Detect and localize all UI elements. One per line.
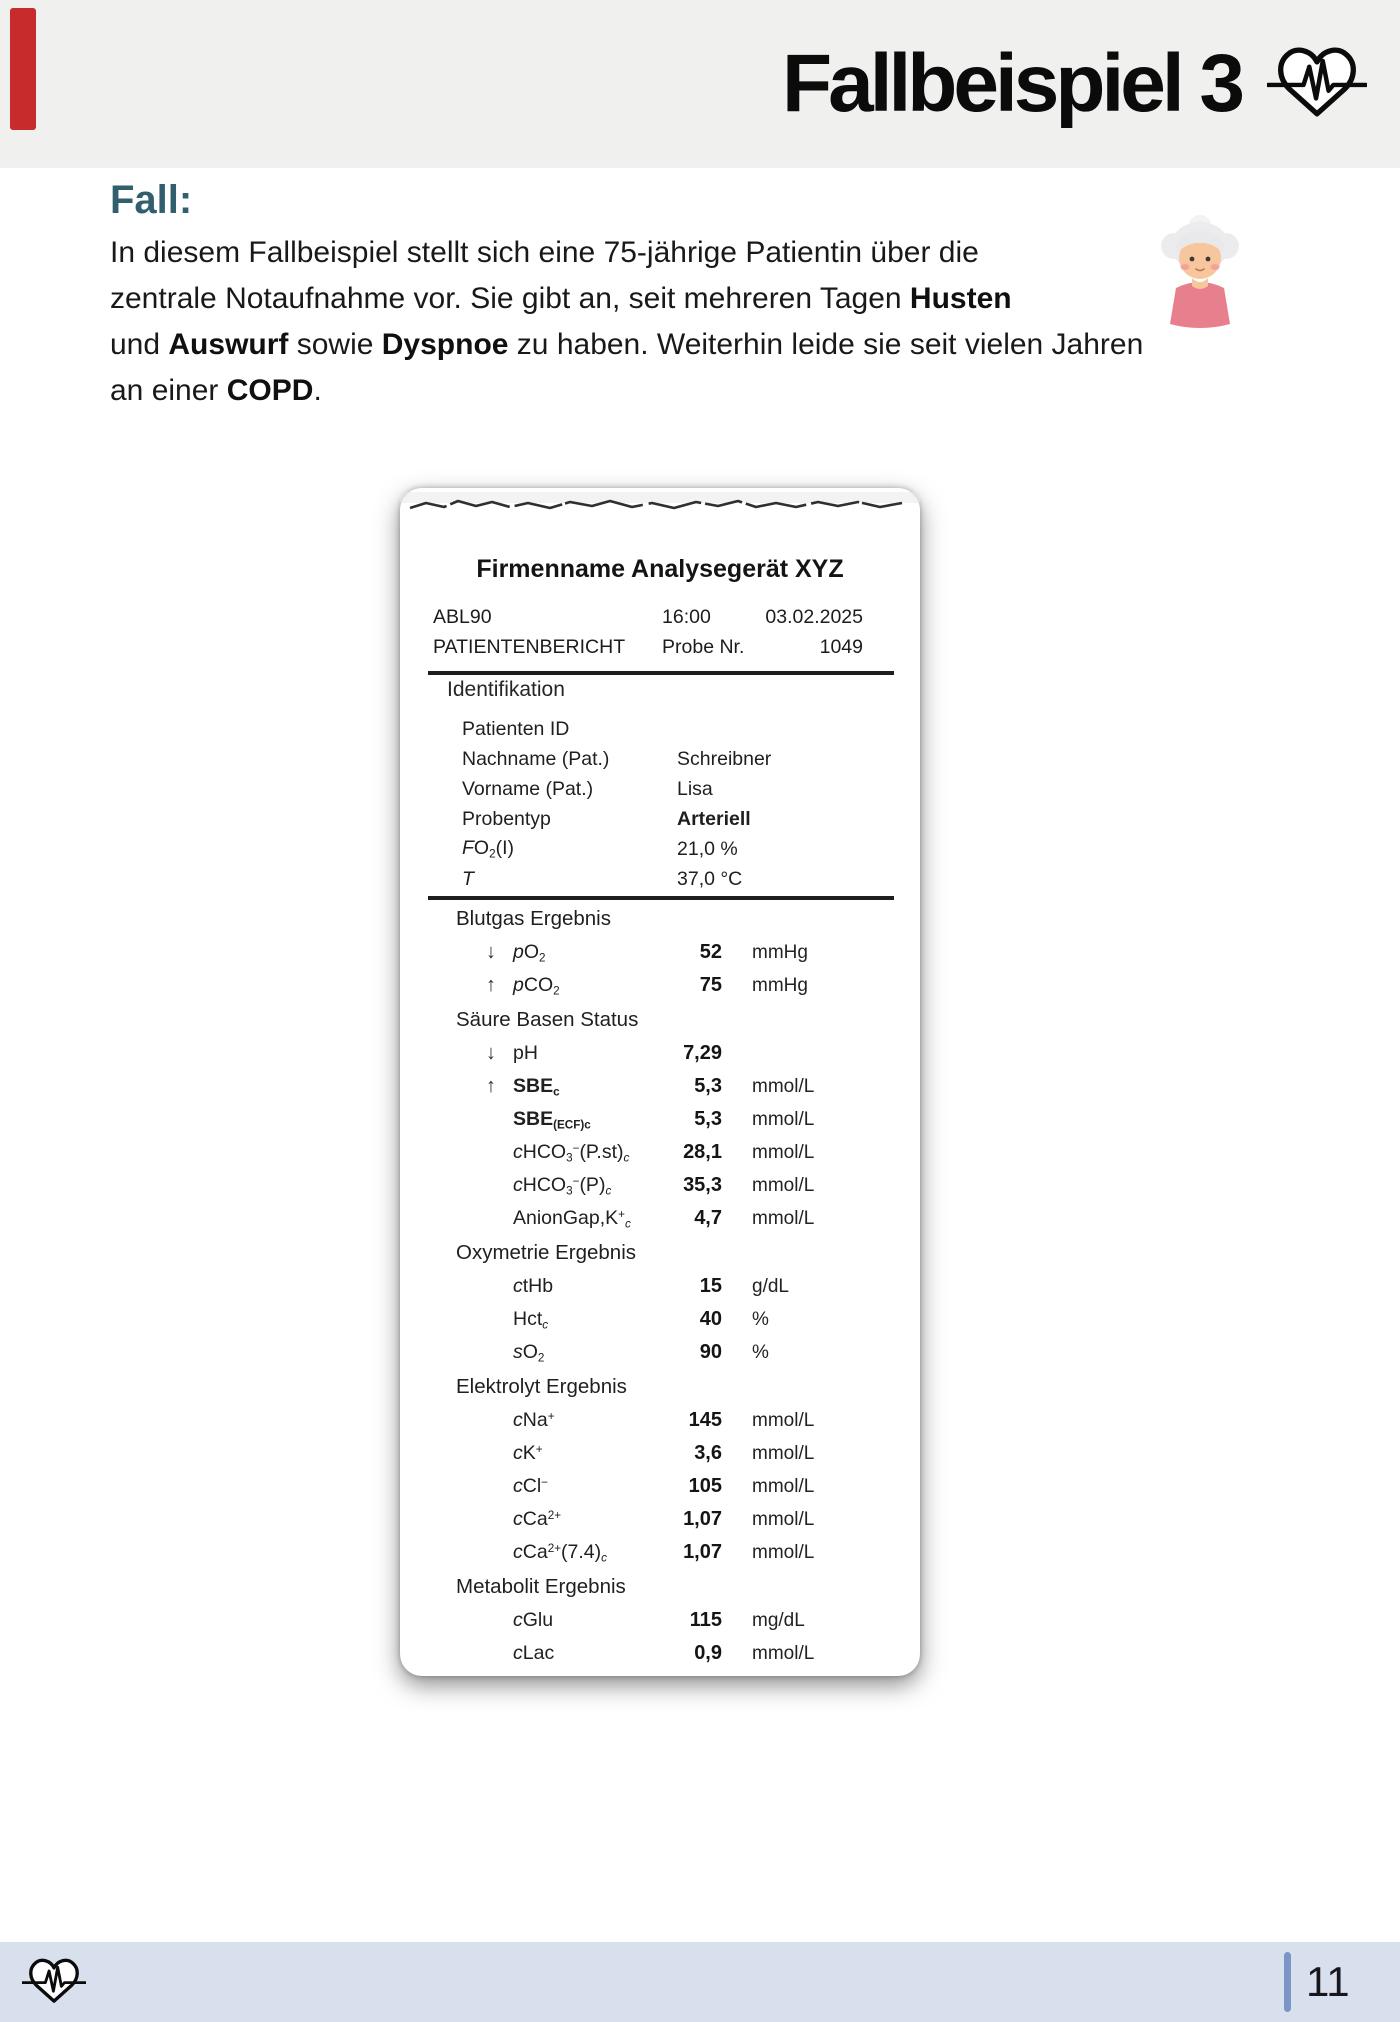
- page-number: 11: [1306, 1958, 1350, 2005]
- parameter-label: cLac: [513, 1642, 555, 1664]
- case-description: [110, 230, 1143, 414]
- parameter-label: Hct$_c$: [513, 1307, 549, 1332]
- identification-label: Nachname (Pat.): [462, 747, 610, 770]
- parameter-value: 52: [699, 941, 722, 963]
- parameter-unit: mg/dL: [752, 1609, 805, 1631]
- result-section-heading: Elektrolyt Ergebnis: [456, 1374, 627, 1398]
- parameter-value: 115: [689, 1609, 722, 1631]
- arrow-up-icon: ↑: [486, 1075, 496, 1097]
- parameter-label: cCa$^{2+}$: [513, 1508, 562, 1530]
- page-header: [782, 38, 1367, 130]
- parameter-label: cNa+: [513, 1409, 555, 1431]
- identification-label: T: [462, 867, 474, 890]
- identification-row: [400, 744, 920, 774]
- parameter-label: $pO_2$: [513, 940, 546, 965]
- identification-label: Probentyp: [462, 807, 551, 830]
- identification-label: $FO_2(I)$: [462, 837, 515, 861]
- parameter-value: 75: [699, 974, 722, 996]
- probe-label: Probe Nr.: [662, 636, 745, 658]
- identification-value: 21,0 %: [677, 837, 738, 860]
- report-date: 03.02.2025: [765, 606, 863, 628]
- red-bookmark-bar: [10, 8, 36, 130]
- divider: [428, 671, 894, 675]
- parameter-label: $SBE_c$: [513, 1074, 560, 1099]
- parameter-value: 15: [699, 1275, 722, 1297]
- case-text-line: und Auswurf sowie Dyspnoe zu haben. Weiterhin leide sie seit vielen Jahren: [110, 328, 1144, 361]
- parameter-value: 4,7: [694, 1207, 722, 1229]
- parameter-value: 0,9: [694, 1642, 722, 1664]
- result-row: [400, 1303, 920, 1336]
- parameter-label: $AnionGap,K^+_c$: [513, 1206, 631, 1231]
- parameter-value: 1,07: [683, 1508, 722, 1530]
- identification-row: [400, 834, 920, 864]
- result-row: [400, 1169, 920, 1202]
- parameter-label: pH: [513, 1042, 538, 1064]
- result-row: [400, 1637, 920, 1670]
- parameter-value: 5,3: [694, 1075, 722, 1097]
- result-row: [400, 1404, 920, 1437]
- parameter-unit: mmol/L: [752, 1207, 815, 1229]
- identification-label: Vorname (Pat.): [462, 777, 594, 800]
- parameter-value: 5,3: [694, 1108, 722, 1130]
- parameter-unit: mmol/L: [752, 1475, 815, 1497]
- result-row: [400, 1437, 920, 1470]
- identification-row: [400, 804, 920, 834]
- parameter-value: 90: [699, 1341, 722, 1363]
- parameter-unit: %: [752, 1308, 769, 1330]
- parameter-unit: mmol/L: [752, 1108, 815, 1130]
- parameter-value: 145: [688, 1409, 722, 1431]
- heartbeat-icon-footer: [22, 1951, 86, 2013]
- result-row: [400, 1103, 920, 1136]
- result-row: [400, 1536, 920, 1569]
- header-band: [0, 0, 1400, 168]
- parameter-label: $SBE_{(ECF)c}$: [513, 1107, 591, 1132]
- identification-row: [400, 774, 920, 804]
- report-meta-row: [400, 636, 920, 666]
- result-section-heading: Säure Basen Status: [456, 1007, 639, 1031]
- result-row: [400, 1470, 920, 1503]
- identification-value: Lisa: [677, 777, 713, 800]
- result-row: [400, 1336, 920, 1369]
- report-meta-row: [400, 606, 920, 636]
- parameter-unit: g/dL: [752, 1275, 789, 1297]
- probe-number: 1049: [819, 636, 863, 658]
- identification-value: 37,0 °C: [677, 867, 743, 890]
- parameter-value: 105: [688, 1475, 722, 1497]
- identification-value: Arteriell: [677, 807, 751, 830]
- parameter-value: 28,1: [683, 1141, 722, 1163]
- report-time: 16:00: [662, 606, 711, 628]
- identification-label: Patienten ID: [462, 717, 570, 740]
- parameter-unit: mmol/L: [752, 1409, 815, 1431]
- parameter-label: ctHb: [513, 1275, 554, 1297]
- parameter-label: $cHCO_3^-(P.st)_c$: [513, 1140, 630, 1165]
- identification-heading: Identifikation: [447, 678, 565, 701]
- report-company-title: Firmenname Analysegerät XYZ: [476, 555, 844, 583]
- result-row: [400, 1136, 920, 1169]
- parameter-label: cK+: [513, 1442, 543, 1464]
- result-row: [400, 936, 920, 969]
- arrow-down-icon: ↓: [486, 1042, 496, 1064]
- divider: [428, 896, 894, 900]
- result-section-heading: Metabolit Ergebnis: [456, 1574, 626, 1598]
- elderly-woman-icon: [1150, 212, 1250, 330]
- parameter-label: cCl−: [513, 1475, 548, 1497]
- result-row: [400, 1270, 920, 1303]
- result-row: [400, 969, 920, 1002]
- parameter-value: 1,07: [683, 1541, 722, 1563]
- case-text-line: zentrale Notaufnahme vor. Sie gibt an, seit mehreren Tagen Husten: [110, 282, 1012, 315]
- result-row: [400, 1037, 920, 1070]
- parameter-value: 35,3: [683, 1174, 722, 1196]
- parameter-unit: %: [752, 1341, 769, 1363]
- heartbeat-icon: [1267, 43, 1367, 125]
- result-row: [400, 1070, 920, 1103]
- torn-paper-edge: [400, 492, 920, 518]
- identification-rows: [400, 714, 920, 894]
- parameter-value: 40: [699, 1308, 722, 1330]
- report-meta: [400, 606, 920, 666]
- report-type: PATIENTENBERICHT: [433, 636, 626, 658]
- case-text-line: In diesem Fallbeispiel stellt sich eine 75-jährige Patientin über die: [110, 236, 979, 269]
- case-heading: Fall:: [110, 178, 193, 222]
- parameter-unit: mmol/L: [752, 1541, 815, 1563]
- parameter-unit: mmol/L: [752, 1174, 815, 1196]
- result-section-heading: Blutgas Ergebnis: [456, 906, 611, 930]
- parameter-unit: mmol/L: [752, 1141, 815, 1163]
- parameter-value: 3,6: [694, 1442, 722, 1464]
- identification-row: [400, 864, 920, 894]
- parameter-label: $cCa^{2+}(7.4)_c$: [513, 1540, 607, 1565]
- parameter-unit: mmol/L: [752, 1442, 815, 1464]
- parameter-label: $cHCO_3^-(P)_c$: [513, 1173, 612, 1198]
- parameter-label: $sO_2$: [513, 1340, 545, 1365]
- result-section-heading: Oxymetrie Ergebnis: [456, 1240, 637, 1264]
- parameter-label: pCO$_2$: [513, 973, 560, 998]
- device-name: ABL90: [433, 606, 492, 628]
- arrow-up-icon: ↑: [486, 974, 496, 996]
- parameter-value: 7,29: [683, 1042, 722, 1064]
- case-text-line: an einer COPD.: [110, 374, 322, 407]
- parameter-label: cGlu: [513, 1609, 554, 1631]
- page-title: Fallbeispiel 3: [782, 38, 1241, 129]
- report-card: [400, 488, 920, 1676]
- identification-row: [400, 714, 920, 744]
- footer-bar: [0, 1942, 1400, 2022]
- parameter-unit: mmHg: [752, 974, 808, 996]
- parameter-unit: mmHg: [752, 941, 808, 963]
- result-row: [400, 1202, 920, 1235]
- page-number-accent-bar: [1284, 1952, 1291, 2012]
- parameter-unit: mmol/L: [752, 1642, 815, 1664]
- arrow-down-icon: ↓: [486, 941, 496, 963]
- identification-value: Schreibner: [677, 747, 772, 770]
- result-rows: [400, 901, 920, 1670]
- parameter-unit: mmol/L: [752, 1508, 815, 1530]
- result-row: [400, 1604, 920, 1637]
- parameter-unit: mmol/L: [752, 1075, 815, 1097]
- result-row: [400, 1503, 920, 1536]
